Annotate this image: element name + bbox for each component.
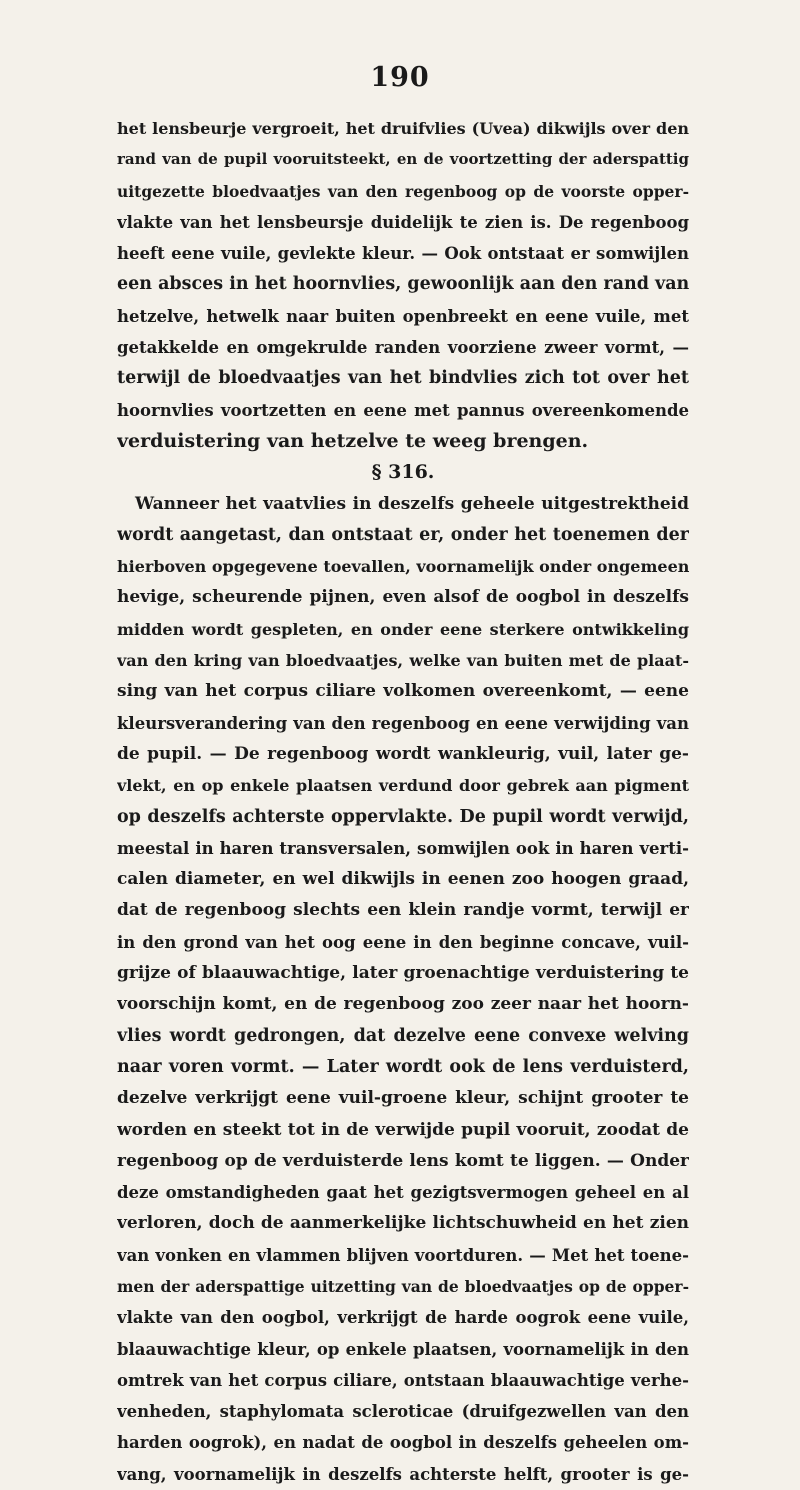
text-line: hoornvlies voortzetten en eene met pannus overeenkomende [117, 400, 689, 420]
text-line: voorschijn komt, en de regenboog zoo zeer naar het hoorn- [117, 994, 689, 1015]
text-line: hevige, scheurende pijnen, even alsof de oogbol in deszelfs [117, 587, 689, 608]
text-line: op deszelfs achterste oppervlakte. De pupil wordt verwijd, [117, 806, 689, 827]
text-line: uitgezette bloedvaatjes van den regenboog op de voorste opper- [117, 181, 689, 201]
text-line: getakkelde en omgekrulde randen voorziene zweer vormt, — [117, 338, 689, 358]
text-line: terwijl de bloedvaatjes van het bindvlies zich tot over het [117, 368, 689, 389]
text-line: het lensbeurje vergroeit, het druifvlies (Uvea) dikwijls over den [117, 119, 689, 138]
text-line: midden wordt gespleten, en onder eene sterkere ontwikkeling [117, 619, 689, 639]
text-line: sing van het corpus ciliare volkomen overeenkomt, — eene [117, 681, 689, 702]
text-line: wordt aangetast, dan ontstaat er, onder het toenemen der [117, 524, 689, 545]
text-line: grijze of blaauwachtige, later groenachtige verduistering te [117, 963, 689, 984]
text-line: regenboog op de verduisterde lens komt te liggen. — Onder [117, 1150, 689, 1171]
text-line: van vonken en vlammen blijven voortduren. — Met het toene- [117, 1245, 689, 1265]
text-line: de pupil. — De regenboog wordt wankleurig, vuil, later ge- [117, 743, 689, 764]
text-line: naar voren vormt. — Later wordt ook de lens verduisterd, [117, 1056, 689, 1077]
text-line: worden en steekt tot in de verwijde pupil vooruit, zoodat de [117, 1119, 689, 1140]
text-line: vlies wordt gedrongen, dat dezelve eene convexe welving [117, 1025, 689, 1046]
text-line: verduistering van hetzelve te weeg brengen. [117, 429, 589, 452]
body-text [117, 113, 689, 1490]
text-line: vlekt, en op enkele plaatsen verdund door gebrek aan pigment [117, 776, 689, 796]
text-line: vang, voornamelijk in deszelfs achterste helft, grooter is ge- [117, 1464, 689, 1484]
text-line: dezelve verkrijgt eene vuil-groene kleur, schijnt grooter te [117, 1088, 689, 1109]
text-line: heeft eene vuile, gevlekte kleur. — Ook ontstaat er somwijlen [117, 244, 689, 264]
text-line: omtrek van het corpus ciliare, ontstaan blaauwachtige verhe- [117, 1370, 689, 1390]
text-line: in den grond van het oog eene in den beginne concave, vuil- [117, 932, 689, 952]
text-line: rand van de pupil vooruitsteekt, en de voortzetting der aderspattig [117, 150, 689, 169]
text-line: vlakte van den oogbol, verkrijgt de harde oogrok eene vuile, [117, 1308, 689, 1328]
text-line: van den kring van bloedvaatjes, welke van buiten met de plaat- [117, 651, 689, 671]
text-line: calen diameter, en wel dikwijls in eenen zoo hoogen graad, [117, 869, 689, 890]
text-line: verloren, doch de aanmerkelijke lichtschuwheid en het zien [117, 1213, 689, 1234]
section-heading: § 316. [371, 461, 435, 484]
text-line: een absces in het hoornvlies, gewoonlijk aan den rand van [117, 274, 689, 295]
text-line: dat de regenboog slechts een klein randje vormt, terwijl er [117, 900, 689, 921]
text-line: kleursverandering van den regenboog en eene verwijding van [117, 713, 689, 733]
text-line: blaauwachtige kleur, op enkele plaatsen, voornamelijk in den [117, 1339, 689, 1359]
text-line: venheden, staphylomata scleroticae (druifgezwellen van den [117, 1402, 689, 1422]
text-line: harden oogrok), en nadat de oogbol in deszelfs geheelen om- [117, 1433, 689, 1453]
text-line: Wanneer het vaatvlies in deszelfs geheele uitgestrektheid [135, 493, 689, 514]
text-line: vlakte van het lensbeursje duidelijk te zien is. De regenboog [117, 212, 689, 232]
text-line: meestal in haren transversalen, somwijlen ook in haren verti- [117, 838, 689, 858]
page-number: 190 [370, 62, 430, 93]
text-line: hetzelve, hetwelk naar buiten openbreekt en eene vuile, met [117, 306, 689, 326]
text-line: men der aderspattige uitzetting van de bloedvaatjes op de opper- [117, 1276, 689, 1296]
text-line: deze omstandigheden gaat het gezigtsvermogen geheel en al [117, 1183, 689, 1203]
text-line: hierboven opgegevene toevallen, voornamelijk onder ongemeen [117, 557, 689, 577]
